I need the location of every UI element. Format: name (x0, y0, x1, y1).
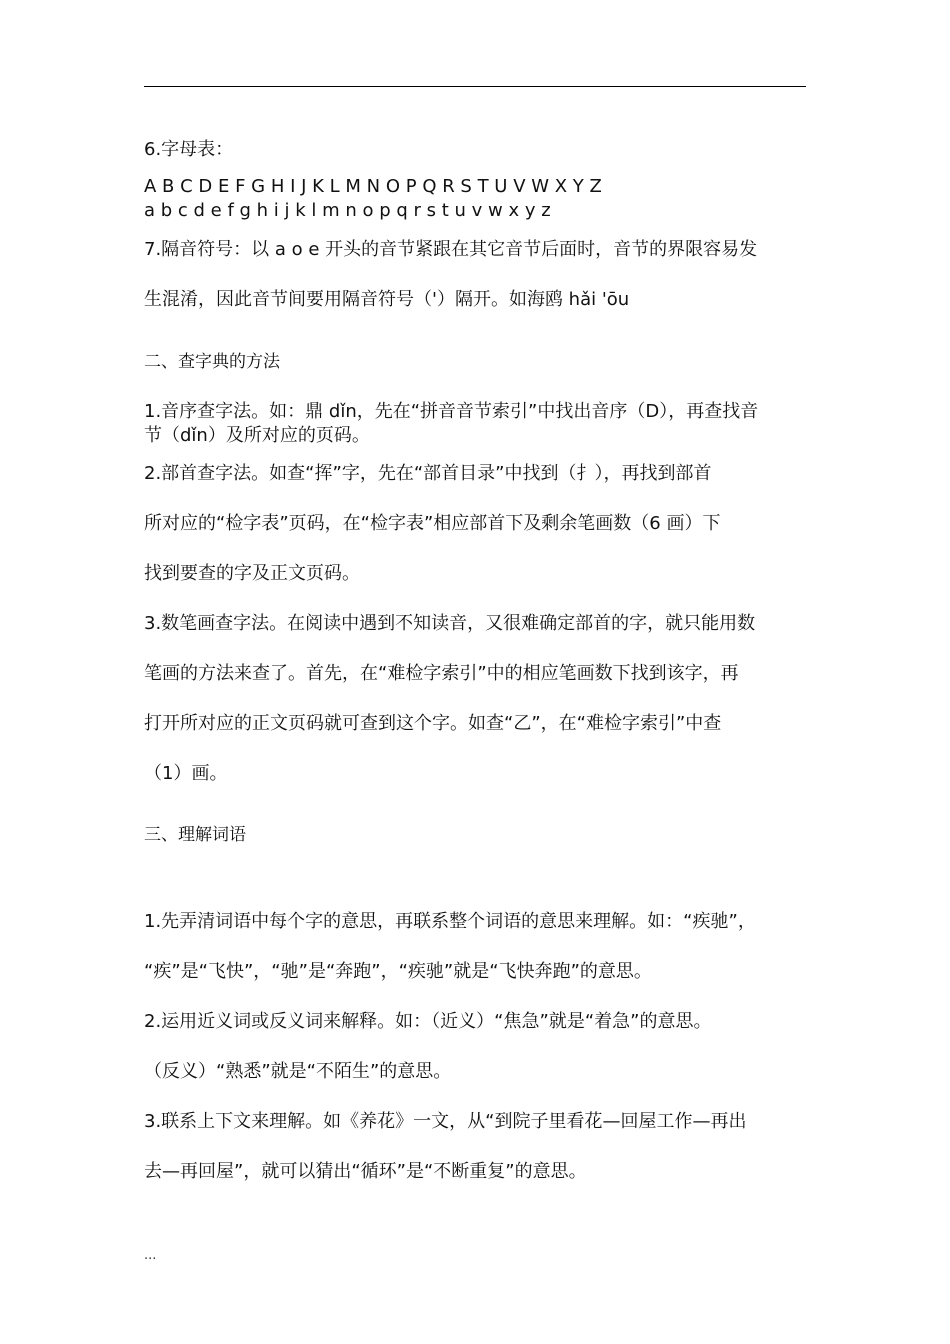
alphabet-lowercase: a b c d e f g h i j k l m n o p q r s t u v w x y z (144, 200, 551, 221)
dict-method-3-line-2: 笔画的方法来查了。首先，在“难检字索引”中的相应笔画数下找到该字，再 (144, 663, 739, 684)
dict-method-3-line-1: 3.数笔画查字法。在阅读中遇到不知读音，又很难确定部首的字，就只能用数 (144, 613, 756, 634)
dict-method-1-line-1: 1.音序查字法。如：鼎 dǐn，先在“拼音音节索引”中找出音序（D），再查找音 (144, 401, 759, 422)
word-method-1-line-1: 1.先弄清词语中每个字的意思，再联系整个词语的意思来理解。如：“疾驰”， (144, 911, 756, 932)
dict-method-2-line-2: 所对应的“检字表”页码，在“检字表”相应部首下及剩余笔画数（6 画）下 (144, 513, 721, 534)
dict-method-2-line-1: 2.部首查字法。如查“挥”字，先在“部首目录”中找到（扌），再找到部首 (144, 463, 712, 484)
words-heading: 三、理解词语 (144, 825, 246, 845)
separator-paragraph-line-1: 7.隔音符号：以 a o e 开头的音节紧跟在其它音节后面时，音节的界限容易发 (144, 239, 758, 260)
word-method-1-line-2: “疾”是“飞快”，“驰”是“奔跑”，“疾驰”就是“飞快奔跑”的意思。 (144, 961, 652, 982)
dict-method-2-line-3: 找到要查的字及正文页码。 (144, 563, 360, 584)
word-method-2-line-1: 2.运用近义词或反义词来解释。如：（近义）“焦急”就是“着急”的意思。 (144, 1011, 712, 1032)
dict-method-1-line-2: 节（dǐn）及所对应的页码。 (144, 425, 370, 446)
separator-paragraph-line-2: 生混淆，因此音节间要用隔音符号（'）隔开。如海鸥 hǎi 'ōu (144, 289, 630, 310)
dictionary-heading: 二、查字典的方法 (144, 352, 280, 372)
alphabet-uppercase: A B C D E F G H I J K L M N O P Q R S T U V W X Y Z (144, 176, 602, 197)
header-rule (144, 86, 806, 87)
dict-method-3-line-4: （1）画。 (144, 763, 228, 784)
word-method-3-line-1: 3.联系上下文来理解。如《养花》一文，从“到院子里看花—回屋工作—再出 (144, 1111, 747, 1132)
footer-ellipsis: ... (144, 1248, 157, 1263)
word-method-3-line-2: 去—再回屋”，就可以猜出“循环”是“不断重复”的意思。 (144, 1161, 587, 1182)
word-method-2-line-2: （反义）“熟悉”就是“不陌生”的意思。 (144, 1061, 452, 1082)
alphabet-title: 6.字母表： (144, 139, 234, 160)
dict-method-3-line-3: 打开所对应的正文页码就可查到这个字。如查“乙”，在“难检字索引”中查 (144, 713, 722, 734)
